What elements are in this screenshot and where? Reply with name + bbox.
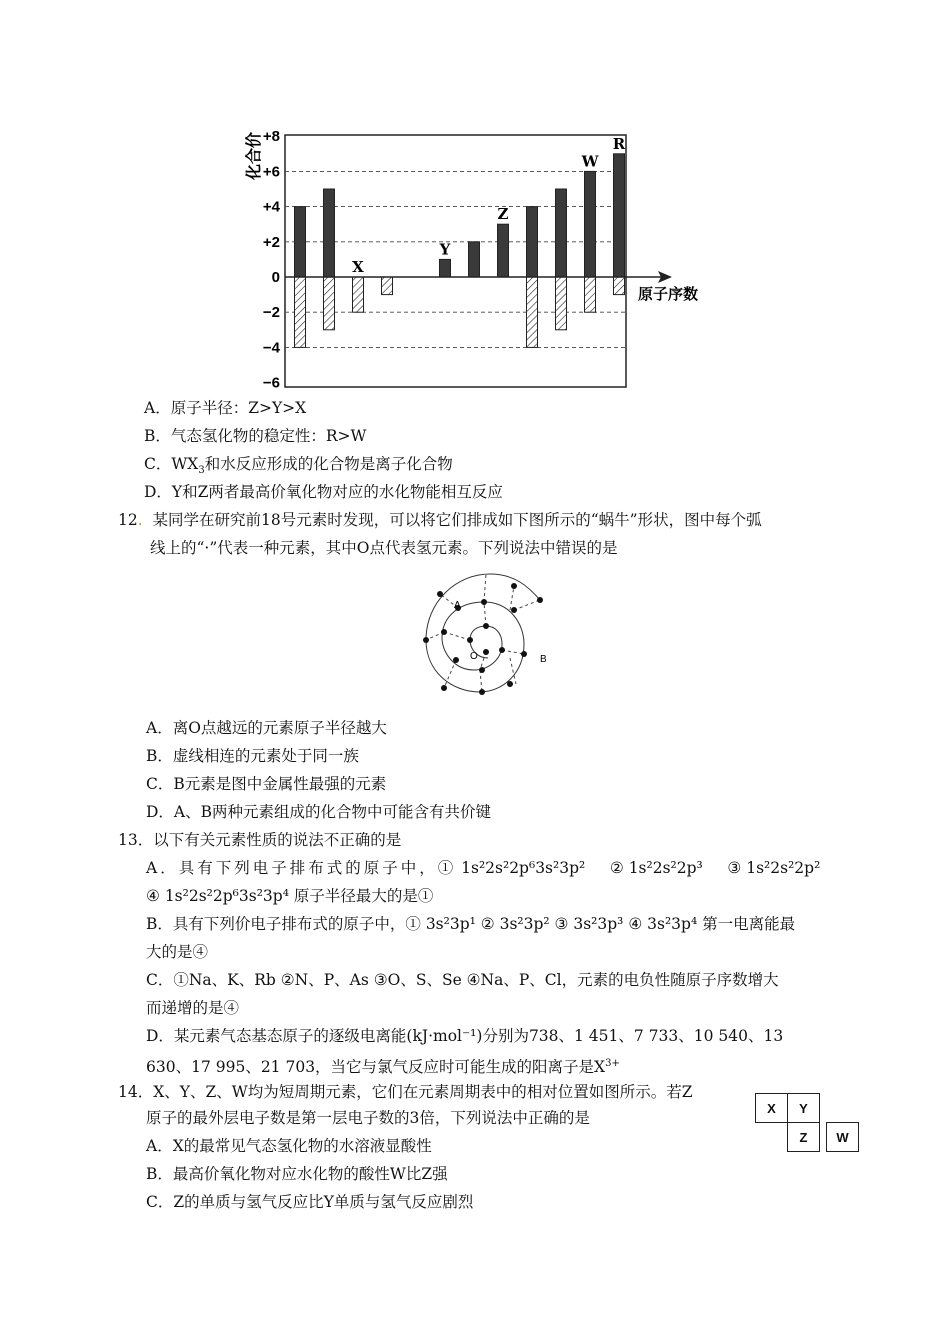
- snail-element-dot: [507, 681, 513, 687]
- snail-element-dot: [499, 647, 505, 653]
- q13-option-d-text: 630、17 995、21 703，当它与氯气反应时可能生成的阳离子是X: [146, 1058, 606, 1077]
- chart-frame: [285, 135, 626, 387]
- snail-dash-line: [484, 574, 486, 602]
- y-tick-label: −4: [262, 339, 280, 357]
- y-tick-label: +2: [262, 233, 280, 251]
- bar-negative: [585, 277, 596, 312]
- q11-option-c-post: 和水反应形成的化合物是离子化合物: [204, 455, 453, 473]
- bar-positive: [585, 171, 596, 277]
- q13-option-d-line2: [146, 1054, 620, 1077]
- bar-positive: [614, 154, 625, 277]
- y-tick-label: −2: [262, 304, 280, 322]
- bar-negative: [614, 277, 625, 295]
- q11-option-a: A．原子半径：Z>Y>X: [144, 399, 307, 417]
- bar-negative: [295, 277, 306, 347]
- y-tick-label: +6: [262, 163, 280, 181]
- q11-option-c-pre: C．WX: [144, 455, 199, 473]
- q13-option-a-line2: ④ 1s²2s²2p⁶3s²3p⁴ 原子半径最大的是①: [146, 887, 434, 905]
- q13-option-a-line1: [146, 858, 820, 878]
- snail-element-dot: [479, 667, 485, 673]
- snail-element-dot: [483, 623, 489, 629]
- snail-element-dot: [441, 685, 447, 691]
- bar-positive: [324, 189, 335, 277]
- q12-option-d: D．A、B两种元素组成的化合物中可能含有共价键: [146, 803, 492, 821]
- snail-dash-line: [502, 650, 524, 654]
- bar-negative: [353, 277, 364, 312]
- q11-option-d: D．Y和Z两者最高价氧化物对应的水化物能相互反应: [144, 483, 503, 501]
- snail-element-dot: [437, 591, 443, 597]
- q13-option-c-line1: C．①Na、K、Rb ②N、P、As ③O、S、Se ④Na、P、Cl，元素的电负性随原子序数增大: [146, 971, 779, 989]
- bar-positive: [527, 207, 538, 277]
- bar-positive: [440, 259, 451, 277]
- q12-option-c: C．B元素是图中金属性最强的元素: [146, 775, 387, 793]
- q14-option-a: A．X的最常见气态氢化物的水溶液显酸性: [146, 1137, 432, 1155]
- bar-label: W: [581, 152, 599, 171]
- bar-label: R: [612, 134, 626, 153]
- cell-y: Y: [787, 1093, 820, 1123]
- q14-stem-line2: 原子的最外层电子数是第一层电子数的3倍，下列说法中正确的是: [146, 1109, 590, 1127]
- y-tick-label: 0: [271, 269, 280, 286]
- q13-option-c-line2: 而递增的是④: [146, 999, 240, 1017]
- q14-option-c: C．Z的单质与氢气反应比Y单质与氢气反应剧烈: [146, 1193, 474, 1211]
- snail-dash-line: [510, 586, 514, 610]
- bar-positive: [295, 207, 306, 277]
- snail-element-dot: [511, 607, 517, 613]
- snail-dash-line: [444, 632, 470, 640]
- snail-element-dot: [537, 597, 543, 603]
- snail-label-b: B: [540, 654, 547, 665]
- snail-dash-line: [514, 600, 540, 610]
- q13-config-3: ③ 1s²2s²2p²: [727, 859, 821, 877]
- q14-option-b: B．最高价氧化物对应水化物的酸性W比Z强: [146, 1165, 448, 1183]
- snail-diagram: [410, 560, 560, 710]
- q12-stem-line1: [118, 510, 762, 530]
- bar-positive: [556, 189, 567, 277]
- snail-element-dot: [479, 689, 485, 695]
- q14-stem-line1: 14．X、Y、Z、W均为短周期元素，它们在元素周期表中的相对位置如图所示。若Z: [118, 1083, 693, 1101]
- snail-element-dot: [467, 637, 473, 643]
- snail-element-dot: [481, 599, 487, 605]
- cell-w: W: [826, 1122, 859, 1152]
- q11-option-b: B．气态氢化物的稳定性：R>W: [144, 427, 367, 445]
- bar-label: X: [352, 258, 364, 276]
- q11-option-c-sub: 3: [198, 465, 205, 477]
- q12-stem-text: 某同学在研究前18号元素时发现，可以将它们排成如下图所示的“蜗牛”形状，图中每个弧: [152, 511, 762, 529]
- q13-option-d-line1: D．某元素气态基态原子的逐级电离能(kJ·mol⁻¹)分别为738、1 451、7 733、10 540、13: [146, 1027, 784, 1045]
- snail-dash-line: [480, 670, 482, 692]
- bar-negative: [382, 277, 393, 295]
- y-tick-label: −6: [262, 374, 280, 392]
- q13-option-d-sup: 3+: [605, 1058, 620, 1069]
- cell-x: X: [755, 1093, 788, 1123]
- q12-stem-line2: 线上的“·”代表一种元素，其中O点代表氢元素。下列说法中错误的是: [150, 539, 618, 557]
- bar-negative: [556, 277, 567, 330]
- y-axis-label: 化合价: [246, 131, 263, 180]
- bar-label: Y: [439, 240, 451, 259]
- q12-number: 12: [118, 511, 138, 529]
- snail-dash-line: [510, 658, 516, 684]
- bar-negative: [324, 277, 335, 330]
- snail-element-dot: [511, 583, 517, 589]
- snail-label-o: O: [470, 651, 478, 662]
- bar-positive: [469, 242, 480, 277]
- snail-element-dot: [483, 649, 489, 655]
- y-tick-label: +4: [262, 198, 280, 216]
- q13-config-2: ② 1s²2s²2p³: [609, 859, 703, 877]
- cell-z: Z: [787, 1122, 820, 1152]
- snail-element-dot: [521, 651, 527, 657]
- snail-element-dot: [423, 637, 429, 643]
- bar-negative: [527, 277, 538, 347]
- bar-positive: [498, 224, 509, 277]
- q12-option-b: B．虚线相连的元素处于同一族: [146, 747, 359, 765]
- bar-label: Z: [497, 205, 509, 224]
- y-tick-label: +8: [262, 128, 280, 146]
- q12-number-dot: .: [137, 511, 143, 529]
- q12-option-a: A．离O点越远的元素原子半径越大: [146, 719, 387, 737]
- q13-stem: 13．以下有关元素性质的说法不正确的是: [118, 831, 402, 849]
- q11-option-c: [144, 454, 453, 481]
- valence-chart: [230, 120, 720, 395]
- q13-option-b-line2: 大的是④: [146, 943, 209, 961]
- x-axis-label: 原子序数: [638, 286, 699, 303]
- q13-option-a-pre: A．具有下列电子排布式的原子中，①: [146, 859, 457, 877]
- q13-option-b-line1: B．具有下列价电子排布式的原子中，① 3s²3p¹ ② 3s²3p² ③ 3s²3p³ ④ 3s²3p⁴ 第一电离能最: [146, 915, 796, 933]
- snail-dash-line: [484, 602, 486, 626]
- snail-label-a: A: [454, 600, 461, 611]
- snail-element-dot: [453, 657, 459, 663]
- snail-element-dot: [441, 629, 447, 635]
- q13-config-1: 1s²2s²2p⁶3s²3p²: [461, 859, 586, 877]
